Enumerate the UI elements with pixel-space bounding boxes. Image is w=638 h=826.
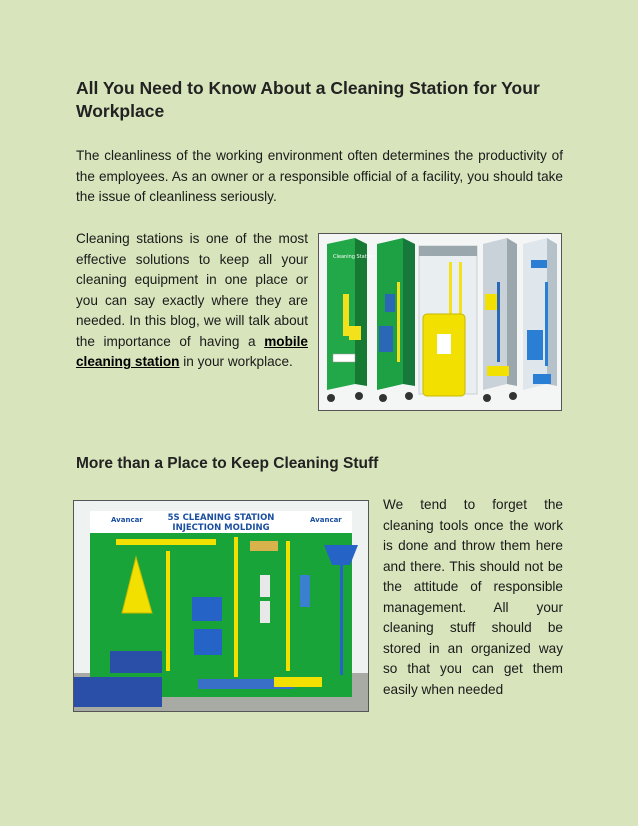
article-title: All You Need to Know About a Cleaning Station for Your Workplace xyxy=(76,78,540,121)
para2-text-after: in your workplace. xyxy=(179,354,293,369)
brand-left: Avancar xyxy=(111,516,143,524)
cleaning-board-image xyxy=(73,500,369,712)
section-paragraph: We tend to forget the cleaning tools once the work is done and throw them here and there. This should not be the attitude of responsible management. All your cleaning stuff should be stored in an organized way so that you can get them easily when needed xyxy=(383,497,563,697)
green-station-2 xyxy=(377,238,415,402)
cleaning-stations-image xyxy=(318,233,562,411)
board-title-line1: 5S CLEANING STATION xyxy=(167,513,275,523)
mobile-cleaning-station-link[interactable]: mobile cleaning station xyxy=(76,333,308,369)
grey-station xyxy=(483,238,517,402)
blue-station xyxy=(523,238,557,390)
cleaning-stations-paragraph xyxy=(76,229,308,373)
board-title-line2: INJECTION MOLDING xyxy=(172,523,270,533)
white-panel-station xyxy=(419,246,477,396)
brand-right: Avancar xyxy=(310,516,342,524)
para2-text-before: Cleaning stations is one of the most effective solutions to keep all your cleaning equipment in one place or you can say exactly where they are needed. In this blog, we will talk about the importance of having a xyxy=(76,231,308,349)
intro-paragraph: The cleanliness of the working environment often determines the productivity of the employees. As an owner or a responsible official of a facility, you should take the issue of cleanliness seriously. xyxy=(76,148,563,204)
station-1-label: Cleaning Station xyxy=(333,254,375,260)
section-heading: More than a Place to Keep Cleaning Stuff xyxy=(76,455,379,472)
